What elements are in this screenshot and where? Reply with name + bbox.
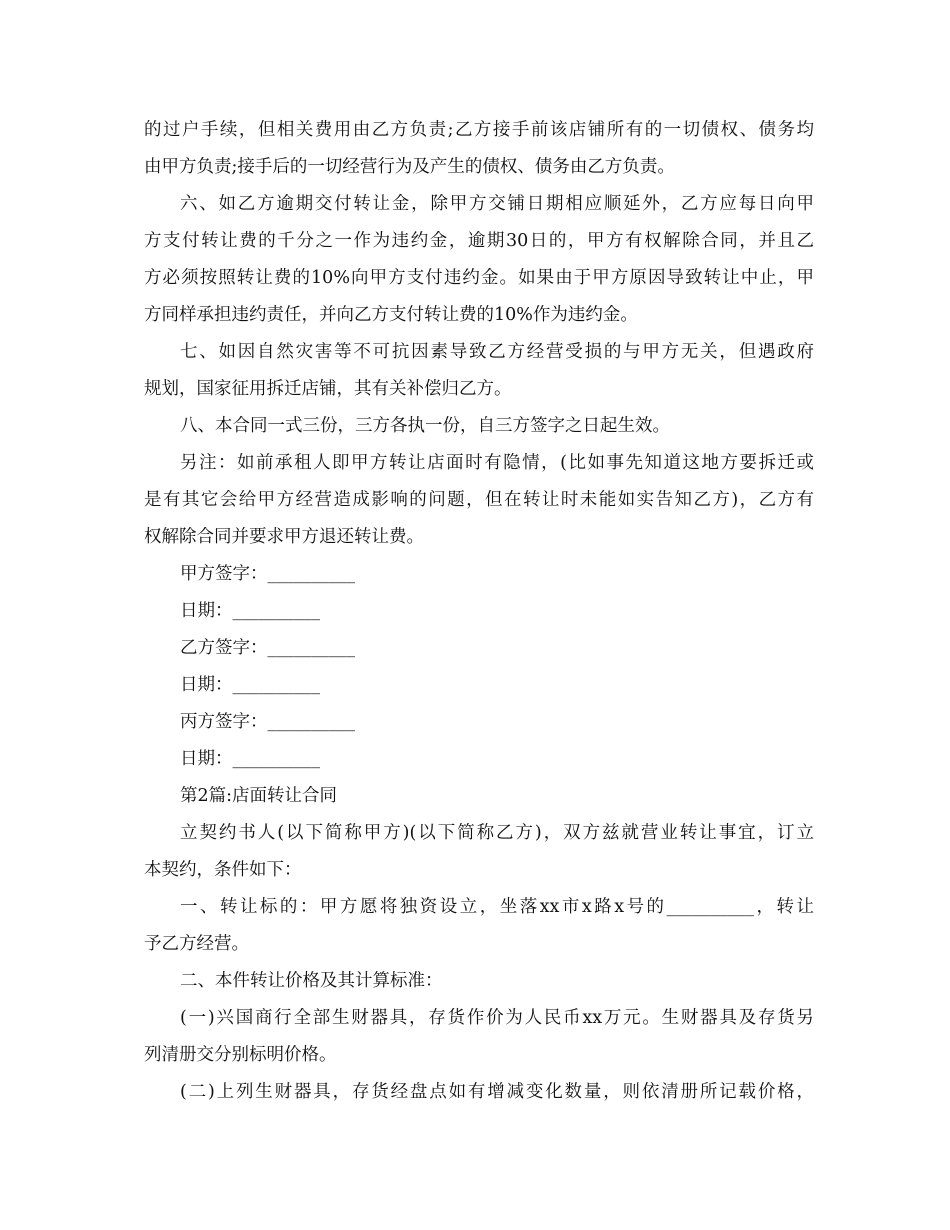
date-line: 日期：__________ <box>180 601 320 621</box>
signature-line-party-c: 丙方签字：__________ <box>180 712 355 732</box>
paragraph-line: 七、如因自然灾害等不可抗因素导致乙方经营受损的与甲方无关，但遇政府 <box>180 342 814 362</box>
paragraph-line: (二)上列生财器具，存货经盘点如有增减变化数量，则依清册所记载价格， <box>180 1082 814 1102</box>
date-line: 日期：__________ <box>180 749 320 769</box>
paragraph-line: 予乙方经营。 <box>144 934 249 954</box>
section-heading: 第2篇:店面转让合同 <box>180 786 338 806</box>
paragraph-line: 一、转让标的：甲方愿将独资设立，坐落xx市x路x号的__________，转让 <box>180 897 814 917</box>
paragraph-line: 方支付转让费的千分之一作为违约金，逾期30日的，甲方有权解除合同，并且乙 <box>144 231 814 251</box>
date-line: 日期：__________ <box>180 675 320 695</box>
paragraph-line: 方必须按照转让费的10%向甲方支付违约金。如果由于甲方原因导致转让中止，甲 <box>144 268 814 288</box>
paragraph-line: 权解除合同并要求甲方退还转让费。 <box>144 527 424 547</box>
paragraph-line: 方同样承担违约责任，并向乙方支付转让费的10%作为违约金。 <box>144 305 638 325</box>
paragraph-line: 的过户手续，但相关费用由乙方负责;乙方接手前该店铺所有的一切债权、债务均 <box>144 120 814 140</box>
signature-line-party-a: 甲方签字：__________ <box>180 564 355 584</box>
signature-line-party-b: 乙方签字：__________ <box>180 638 355 658</box>
paragraph-line: 八、本合同一式三份，三方各执一份，自三方签字之日起生效。 <box>180 416 670 436</box>
paragraph-line: (一)兴国商行全部生财器具，存货作价为人民币xx万元。生财器具及存货另 <box>180 1008 814 1028</box>
paragraph-line: 立契约书人(以下简称甲方)(以下简称乙方)，双方兹就营业转让事宜，订立 <box>180 823 814 843</box>
paragraph-line: 是有其它会给甲方经营造成影响的问题，但在转让时未能如实告知乙方)，乙方有 <box>144 490 814 510</box>
paragraph-line: 六、如乙方逾期交付转让金，除甲方交铺日期相应顺延外，乙方应每日向甲 <box>180 194 814 214</box>
paragraph-line: 本契约，条件如下： <box>144 860 302 880</box>
paragraph-line: 列清册交分别标明价格。 <box>144 1045 337 1065</box>
paragraph-line: 二、本件转让价格及其计算标准： <box>180 971 443 991</box>
paragraph-line: 规划，国家征用拆迁店铺，其有关补偿归乙方。 <box>144 379 512 399</box>
paragraph-line: 由甲方负责;接手后的一切经营行为及产生的债权、债务由乙方负责。 <box>144 157 675 177</box>
paragraph-line: 另注：如前承租人即甲方转让店面时有隐情，(比如事先知道这地方要拆迁或 <box>180 453 814 473</box>
